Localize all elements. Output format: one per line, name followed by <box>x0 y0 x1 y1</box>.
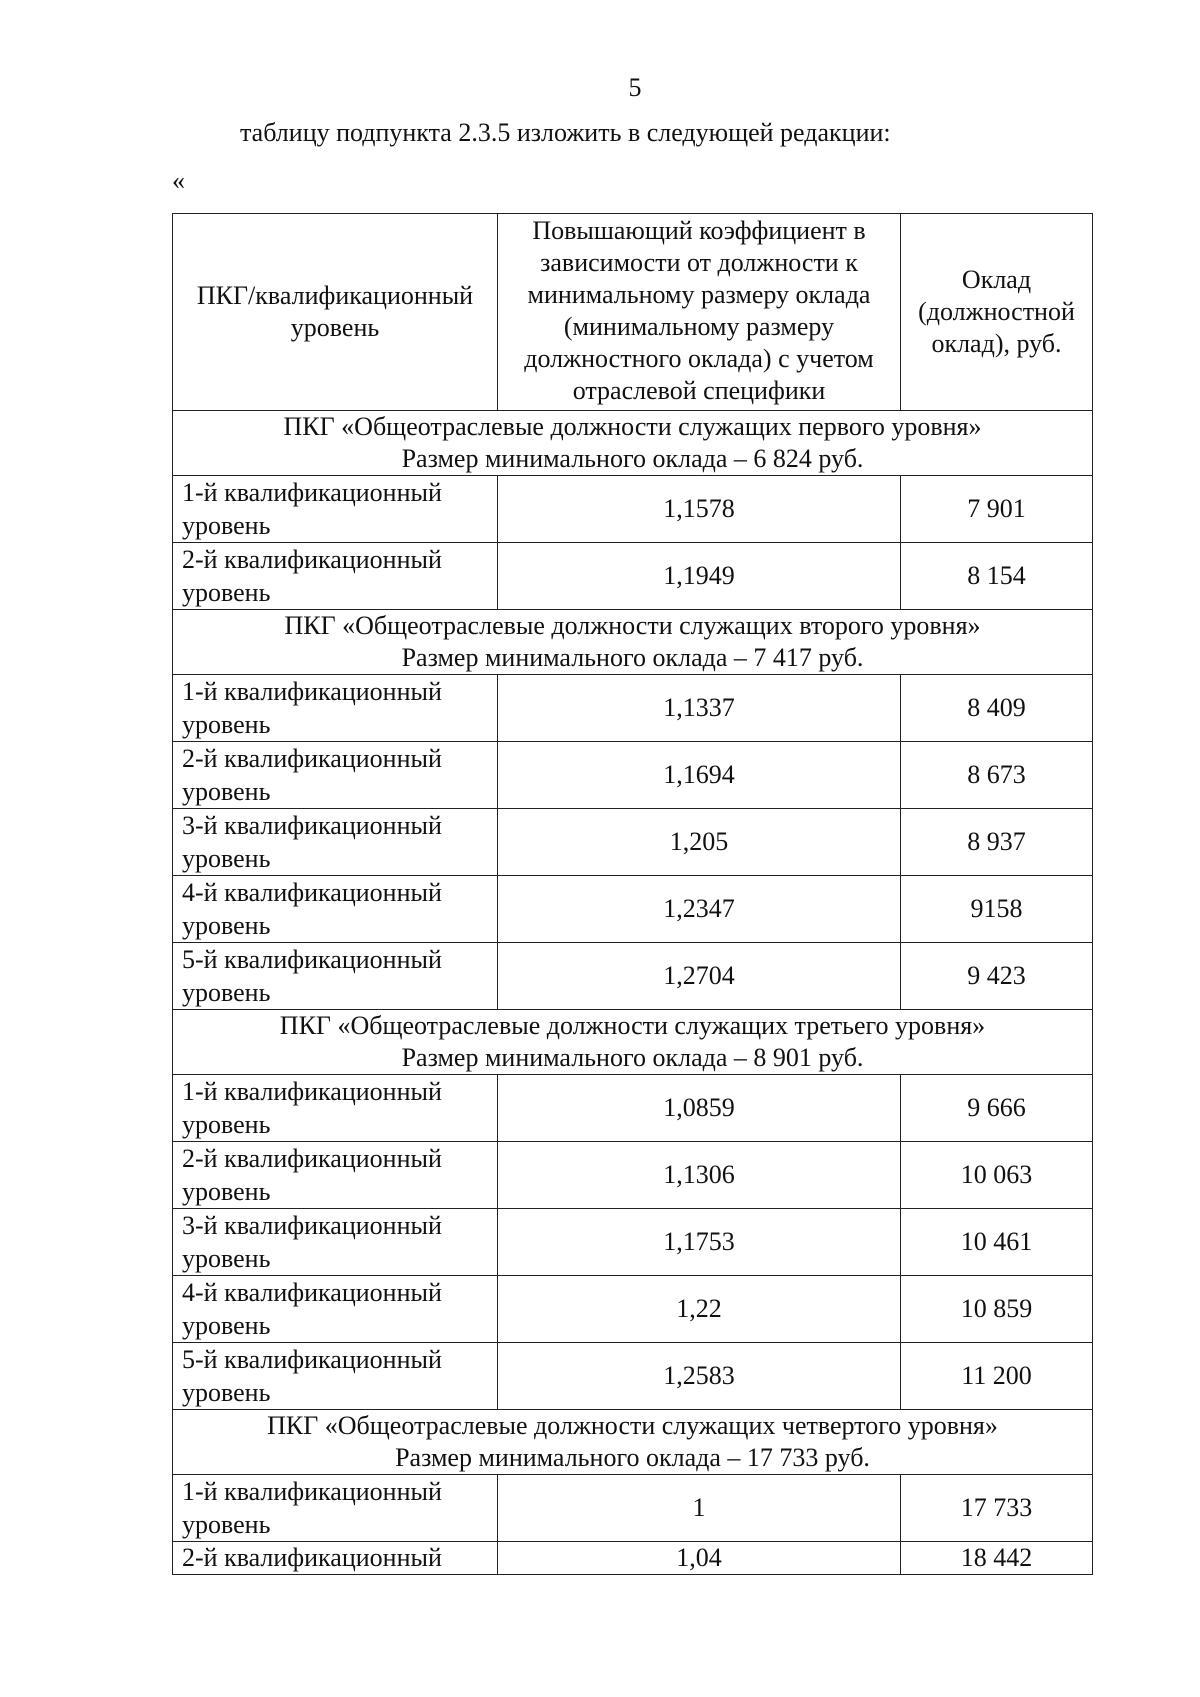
level-cell: 5-й квалификационный уровень <box>173 943 498 1010</box>
table-row <box>173 876 1093 943</box>
group-title: ПКГ «Общеотраслевые должности служащих второго уровня» <box>284 611 981 640</box>
group-header-row <box>173 610 1093 675</box>
header-level: ПКГ/квалификационный уровень <box>173 214 498 411</box>
salary-cell: 7 901 <box>901 476 1093 543</box>
salary-cell: 9 666 <box>901 1075 1093 1142</box>
group-header-cell <box>173 610 1093 675</box>
level-cell: 1-й квалификационный уровень <box>173 1475 498 1542</box>
salary-table <box>172 213 1093 1575</box>
group-header-cell <box>173 411 1093 476</box>
table-row <box>173 543 1093 610</box>
coefficient-cell: 1 <box>498 1475 901 1542</box>
level-cell: 1-й квалификационный уровень <box>173 476 498 543</box>
salary-cell: 17 733 <box>901 1475 1093 1542</box>
table-row <box>173 675 1093 742</box>
level-cell: 1-й квалификационный уровень <box>173 675 498 742</box>
salary-cell: 10 063 <box>901 1142 1093 1209</box>
group-header-cell <box>173 1410 1093 1475</box>
table-row <box>173 476 1093 543</box>
level-cell: 2-й квалификационный <box>173 1542 498 1575</box>
coefficient-cell: 1,1694 <box>498 742 901 809</box>
coefficient-cell: 1,2347 <box>498 876 901 943</box>
table-row <box>173 1343 1093 1410</box>
salary-cell: 11 200 <box>901 1343 1093 1410</box>
level-cell: 4-й квалификационный уровень <box>173 1276 498 1343</box>
salary-cell: 10 461 <box>901 1209 1093 1276</box>
intro-text: таблицу подпункта 2.3.5 изложить в следующей редакции: <box>240 118 891 147</box>
level-cell: 3-й квалификационный уровень <box>173 809 498 876</box>
level-cell: 3-й квалификационный уровень <box>173 1209 498 1276</box>
coefficient-cell: 1,1949 <box>498 543 901 610</box>
salary-cell: 8 409 <box>901 675 1093 742</box>
salary-cell: 18 442 <box>901 1542 1093 1575</box>
level-cell: 2-й квалификационный уровень <box>173 742 498 809</box>
table-row <box>173 742 1093 809</box>
group-min-salary: Размер минимального оклада – 7 417 руб. <box>401 643 864 672</box>
level-cell: 5-й квалификационный уровень <box>173 1343 498 1410</box>
group-min-salary: Размер минимального оклада – 8 901 руб. <box>401 1043 864 1072</box>
group-header-row <box>173 1010 1093 1075</box>
table-row <box>173 943 1093 1010</box>
coefficient-cell: 1,1578 <box>498 476 901 543</box>
salary-cell: 8 937 <box>901 809 1093 876</box>
table-header-row <box>173 214 1093 411</box>
group-header-row <box>173 1410 1093 1475</box>
table-row <box>173 1276 1093 1343</box>
coefficient-cell: 1,04 <box>498 1542 901 1575</box>
group-header-row <box>173 411 1093 476</box>
table-row <box>173 1142 1093 1209</box>
page-number: 5 <box>628 73 642 102</box>
salary-cell: 8 154 <box>901 543 1093 610</box>
coefficient-cell: 1,2583 <box>498 1343 901 1410</box>
table-row <box>173 1542 1093 1575</box>
group-title: ПКГ «Общеотраслевые должности служащих четвертого уровня» <box>267 1411 998 1440</box>
header-coefficient: Повышающий коэффициент в зависимости от должности к минимальному размеру оклада (минимальному размеру должностного оклада) с учетом отраслевой специфики <box>498 214 901 411</box>
table-body <box>173 411 1093 1575</box>
salary-cell: 9 423 <box>901 943 1093 1010</box>
group-title: ПКГ «Общеотраслевые должности служащих первого уровня» <box>283 412 982 441</box>
coefficient-cell: 1,1306 <box>498 1142 901 1209</box>
salary-cell: 9158 <box>901 876 1093 943</box>
coefficient-cell: 1,22 <box>498 1276 901 1343</box>
coefficient-cell: 1,0859 <box>498 1075 901 1142</box>
salary-cell: 8 673 <box>901 742 1093 809</box>
header-salary: Оклад (должностной оклад), руб. <box>901 214 1093 411</box>
table-row <box>173 1209 1093 1276</box>
level-cell: 2-й квалификационный уровень <box>173 543 498 610</box>
level-cell: 1-й квалификационный уровень <box>173 1075 498 1142</box>
table-row <box>173 1075 1093 1142</box>
group-header-cell <box>173 1010 1093 1075</box>
salary-cell: 10 859 <box>901 1276 1093 1343</box>
coefficient-cell: 1,1753 <box>498 1209 901 1276</box>
coefficient-cell: 1,1337 <box>498 675 901 742</box>
table-row <box>173 1475 1093 1542</box>
coefficient-cell: 1,205 <box>498 809 901 876</box>
group-min-salary: Размер минимального оклада – 17 733 руб. <box>395 1443 870 1472</box>
opening-quote: « <box>172 166 185 195</box>
group-min-salary: Размер минимального оклада – 6 824 руб. <box>401 444 864 473</box>
group-title: ПКГ «Общеотраслевые должности служащих третьего уровня» <box>279 1011 986 1040</box>
coefficient-cell: 1,2704 <box>498 943 901 1010</box>
table-row <box>173 809 1093 876</box>
level-cell: 4-й квалификационный уровень <box>173 876 498 943</box>
level-cell: 2-й квалификационный уровень <box>173 1142 498 1209</box>
